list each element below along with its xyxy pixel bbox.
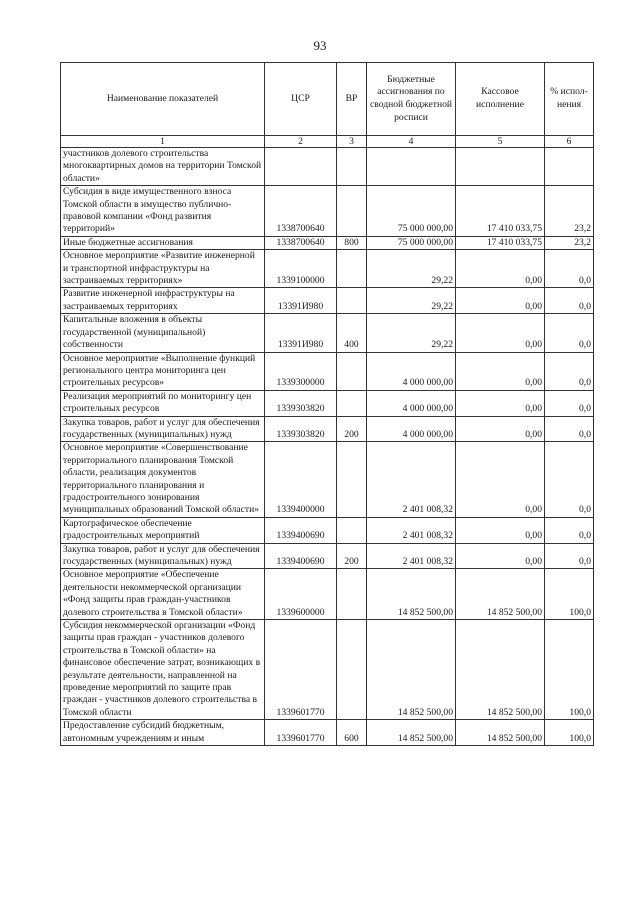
row-csr: 1339100000 bbox=[265, 250, 337, 288]
row-name: Предоставление субсидий бюджетным, автономным учреждениям и иным bbox=[61, 720, 265, 746]
row-csr bbox=[265, 148, 337, 186]
row-pct: 0,0 bbox=[545, 390, 594, 416]
row-name: участников долевого строительства многоквартирных домов на территории Томской области» bbox=[61, 148, 265, 186]
table-row bbox=[61, 236, 594, 249]
table-row bbox=[61, 186, 594, 237]
column-number: 2 bbox=[265, 136, 337, 148]
row-budget: 4 000 000,00 bbox=[367, 352, 456, 390]
column-number: 1 bbox=[61, 136, 265, 148]
row-name: Субсидия в виде имущественного взноса Томской области в имущество публично-правовой компании «Фонд развития территорий» bbox=[61, 186, 265, 237]
table-row bbox=[61, 390, 594, 416]
row-pct: 0,0 bbox=[545, 416, 594, 442]
table-row bbox=[61, 416, 594, 442]
row-vr: 200 bbox=[337, 416, 367, 442]
row-budget: 29,22 bbox=[367, 250, 456, 288]
row-cash: 17 410 033,75 bbox=[456, 236, 545, 249]
column-number: 3 bbox=[337, 136, 367, 148]
row-cash: 14 852 500,00 bbox=[456, 720, 545, 746]
row-vr bbox=[337, 620, 367, 720]
row-pct: 0,0 bbox=[545, 517, 594, 543]
row-budget: 75 000 000,00 bbox=[367, 186, 456, 237]
column-number-row bbox=[61, 136, 594, 148]
row-vr bbox=[337, 390, 367, 416]
row-pct: 23,2 bbox=[545, 236, 594, 249]
row-csr: 1339400000 bbox=[265, 442, 337, 517]
row-vr bbox=[337, 288, 367, 314]
row-csr: 1339400690 bbox=[265, 543, 337, 569]
row-vr: 200 bbox=[337, 543, 367, 569]
row-budget: 14 852 500,00 bbox=[367, 620, 456, 720]
row-vr bbox=[337, 517, 367, 543]
row-pct: 100,0 bbox=[545, 620, 594, 720]
row-vr bbox=[337, 148, 367, 186]
row-vr bbox=[337, 352, 367, 390]
row-name: Основное мероприятие «Развитие инженерной и транспортной инфраструктуры на застраиваемых территориях» bbox=[61, 250, 265, 288]
header-vr: ВР bbox=[337, 63, 367, 136]
row-vr bbox=[337, 569, 367, 620]
table-row bbox=[61, 543, 594, 569]
row-csr: 13391И980 bbox=[265, 314, 337, 352]
header-pct: % испол-нения bbox=[545, 63, 594, 136]
row-cash bbox=[456, 148, 545, 186]
row-budget: 14 852 500,00 bbox=[367, 720, 456, 746]
row-name: Основное мероприятие «Совершенствование территориального планирования Томской области, реализация документов территориального планирования и градостроительного зонирования муниципальных образований Томской области» bbox=[61, 442, 265, 517]
row-cash: 0,00 bbox=[456, 314, 545, 352]
page-number: 93 bbox=[313, 38, 327, 53]
table-row bbox=[61, 620, 594, 720]
header-budget: Бюджетные ассигнования по сводной бюджетной росписи bbox=[367, 63, 456, 136]
row-budget: 75 000 000,00 bbox=[367, 236, 456, 249]
row-name: Картографическое обеспечение градостроительных мероприятий bbox=[61, 517, 265, 543]
row-csr: 1338700640 bbox=[265, 186, 337, 237]
row-name: Основное мероприятие «Выполнение функций регионального центра мониторинга цен строительных ресурсов» bbox=[61, 352, 265, 390]
row-cash: 14 852 500,00 bbox=[456, 620, 545, 720]
row-pct: 100,0 bbox=[545, 569, 594, 620]
row-pct bbox=[545, 148, 594, 186]
table-row bbox=[61, 352, 594, 390]
row-csr: 1339601770 bbox=[265, 720, 337, 746]
row-csr: 1339303820 bbox=[265, 390, 337, 416]
column-number: 4 bbox=[367, 136, 456, 148]
column-number: 6 bbox=[545, 136, 594, 148]
row-csr: 1339400690 bbox=[265, 517, 337, 543]
row-csr: 13391И980 bbox=[265, 288, 337, 314]
row-name: Основное мероприятие «Обеспечение деятельности некоммерческой организации «Фонд защиты прав граждан-участников долевого строительства в Томской области» bbox=[61, 569, 265, 620]
row-budget: 2 401 008,32 bbox=[367, 442, 456, 517]
row-cash: 14 852 500,00 bbox=[456, 569, 545, 620]
row-cash: 17 410 033,75 bbox=[456, 186, 545, 237]
table-row bbox=[61, 720, 594, 746]
row-budget bbox=[367, 148, 456, 186]
header-name: Наименование показателей bbox=[61, 63, 265, 136]
row-vr bbox=[337, 250, 367, 288]
row-cash: 0,00 bbox=[456, 543, 545, 569]
row-cash: 0,00 bbox=[456, 352, 545, 390]
table-row bbox=[61, 569, 594, 620]
row-pct: 0,0 bbox=[545, 543, 594, 569]
row-budget: 29,22 bbox=[367, 314, 456, 352]
row-pct: 0,0 bbox=[545, 250, 594, 288]
row-pct: 23,2 bbox=[545, 186, 594, 237]
row-pct: 0,0 bbox=[545, 314, 594, 352]
header-csr: ЦСР bbox=[265, 63, 337, 136]
budget-execution-table bbox=[60, 62, 594, 746]
row-vr: 600 bbox=[337, 720, 367, 746]
row-vr: 800 bbox=[337, 236, 367, 249]
row-name: Закупка товаров, работ и услуг для обеспечения государственных (муниципальных) нужд bbox=[61, 543, 265, 569]
row-cash: 0,00 bbox=[456, 390, 545, 416]
row-pct: 100,0 bbox=[545, 720, 594, 746]
row-budget: 4 000 000,00 bbox=[367, 390, 456, 416]
row-name: Субсидия некоммерческой организации «Фонд защиты прав граждан - участников долевого строительства в Томской области» на финансовое обеспечение затрат, возникающих в результате деятельности, направленной на проведение мероприятий по защите прав граждан - участников долевого строительства в Томской области bbox=[61, 620, 265, 720]
row-budget: 2 401 008,32 bbox=[367, 517, 456, 543]
row-cash: 0,00 bbox=[456, 288, 545, 314]
header-cash: Кассовое исполнение bbox=[456, 63, 545, 136]
row-cash: 0,00 bbox=[456, 250, 545, 288]
row-budget: 2 401 008,32 bbox=[367, 543, 456, 569]
row-csr: 1339303820 bbox=[265, 416, 337, 442]
row-csr: 1339601770 bbox=[265, 620, 337, 720]
column-number: 5 bbox=[456, 136, 545, 148]
row-pct: 0,0 bbox=[545, 442, 594, 517]
row-pct: 0,0 bbox=[545, 288, 594, 314]
row-name: Капитальные вложения в объекты государственной (муниципальной) собственности bbox=[61, 314, 265, 352]
row-name: Развитие инженерной инфраструктуры на застраиваемых территориях bbox=[61, 288, 265, 314]
row-cash: 0,00 bbox=[456, 517, 545, 543]
row-budget: 29,22 bbox=[367, 288, 456, 314]
row-name: Иные бюджетные ассигнования bbox=[61, 236, 265, 249]
row-vr bbox=[337, 186, 367, 237]
table-row bbox=[61, 250, 594, 288]
table-row bbox=[61, 442, 594, 517]
row-budget: 4 000 000,00 bbox=[367, 416, 456, 442]
table-row bbox=[61, 314, 594, 352]
row-vr bbox=[337, 442, 367, 517]
table-row bbox=[61, 148, 594, 186]
row-pct: 0,0 bbox=[545, 352, 594, 390]
row-budget: 14 852 500,00 bbox=[367, 569, 456, 620]
table-row bbox=[61, 288, 594, 314]
row-vr: 400 bbox=[337, 314, 367, 352]
row-cash: 0,00 bbox=[456, 442, 545, 517]
row-name: Закупка товаров, работ и услуг для обеспечения государственных (муниципальных) нужд bbox=[61, 416, 265, 442]
row-name: Реализация мероприятий по мониторингу цен строительных ресурсов bbox=[61, 390, 265, 416]
table-header-row bbox=[61, 63, 594, 136]
row-csr: 1339300000 bbox=[265, 352, 337, 390]
row-cash: 0,00 bbox=[456, 416, 545, 442]
row-csr: 1339600000 bbox=[265, 569, 337, 620]
row-csr: 1338700640 bbox=[265, 236, 337, 249]
table-row bbox=[61, 517, 594, 543]
